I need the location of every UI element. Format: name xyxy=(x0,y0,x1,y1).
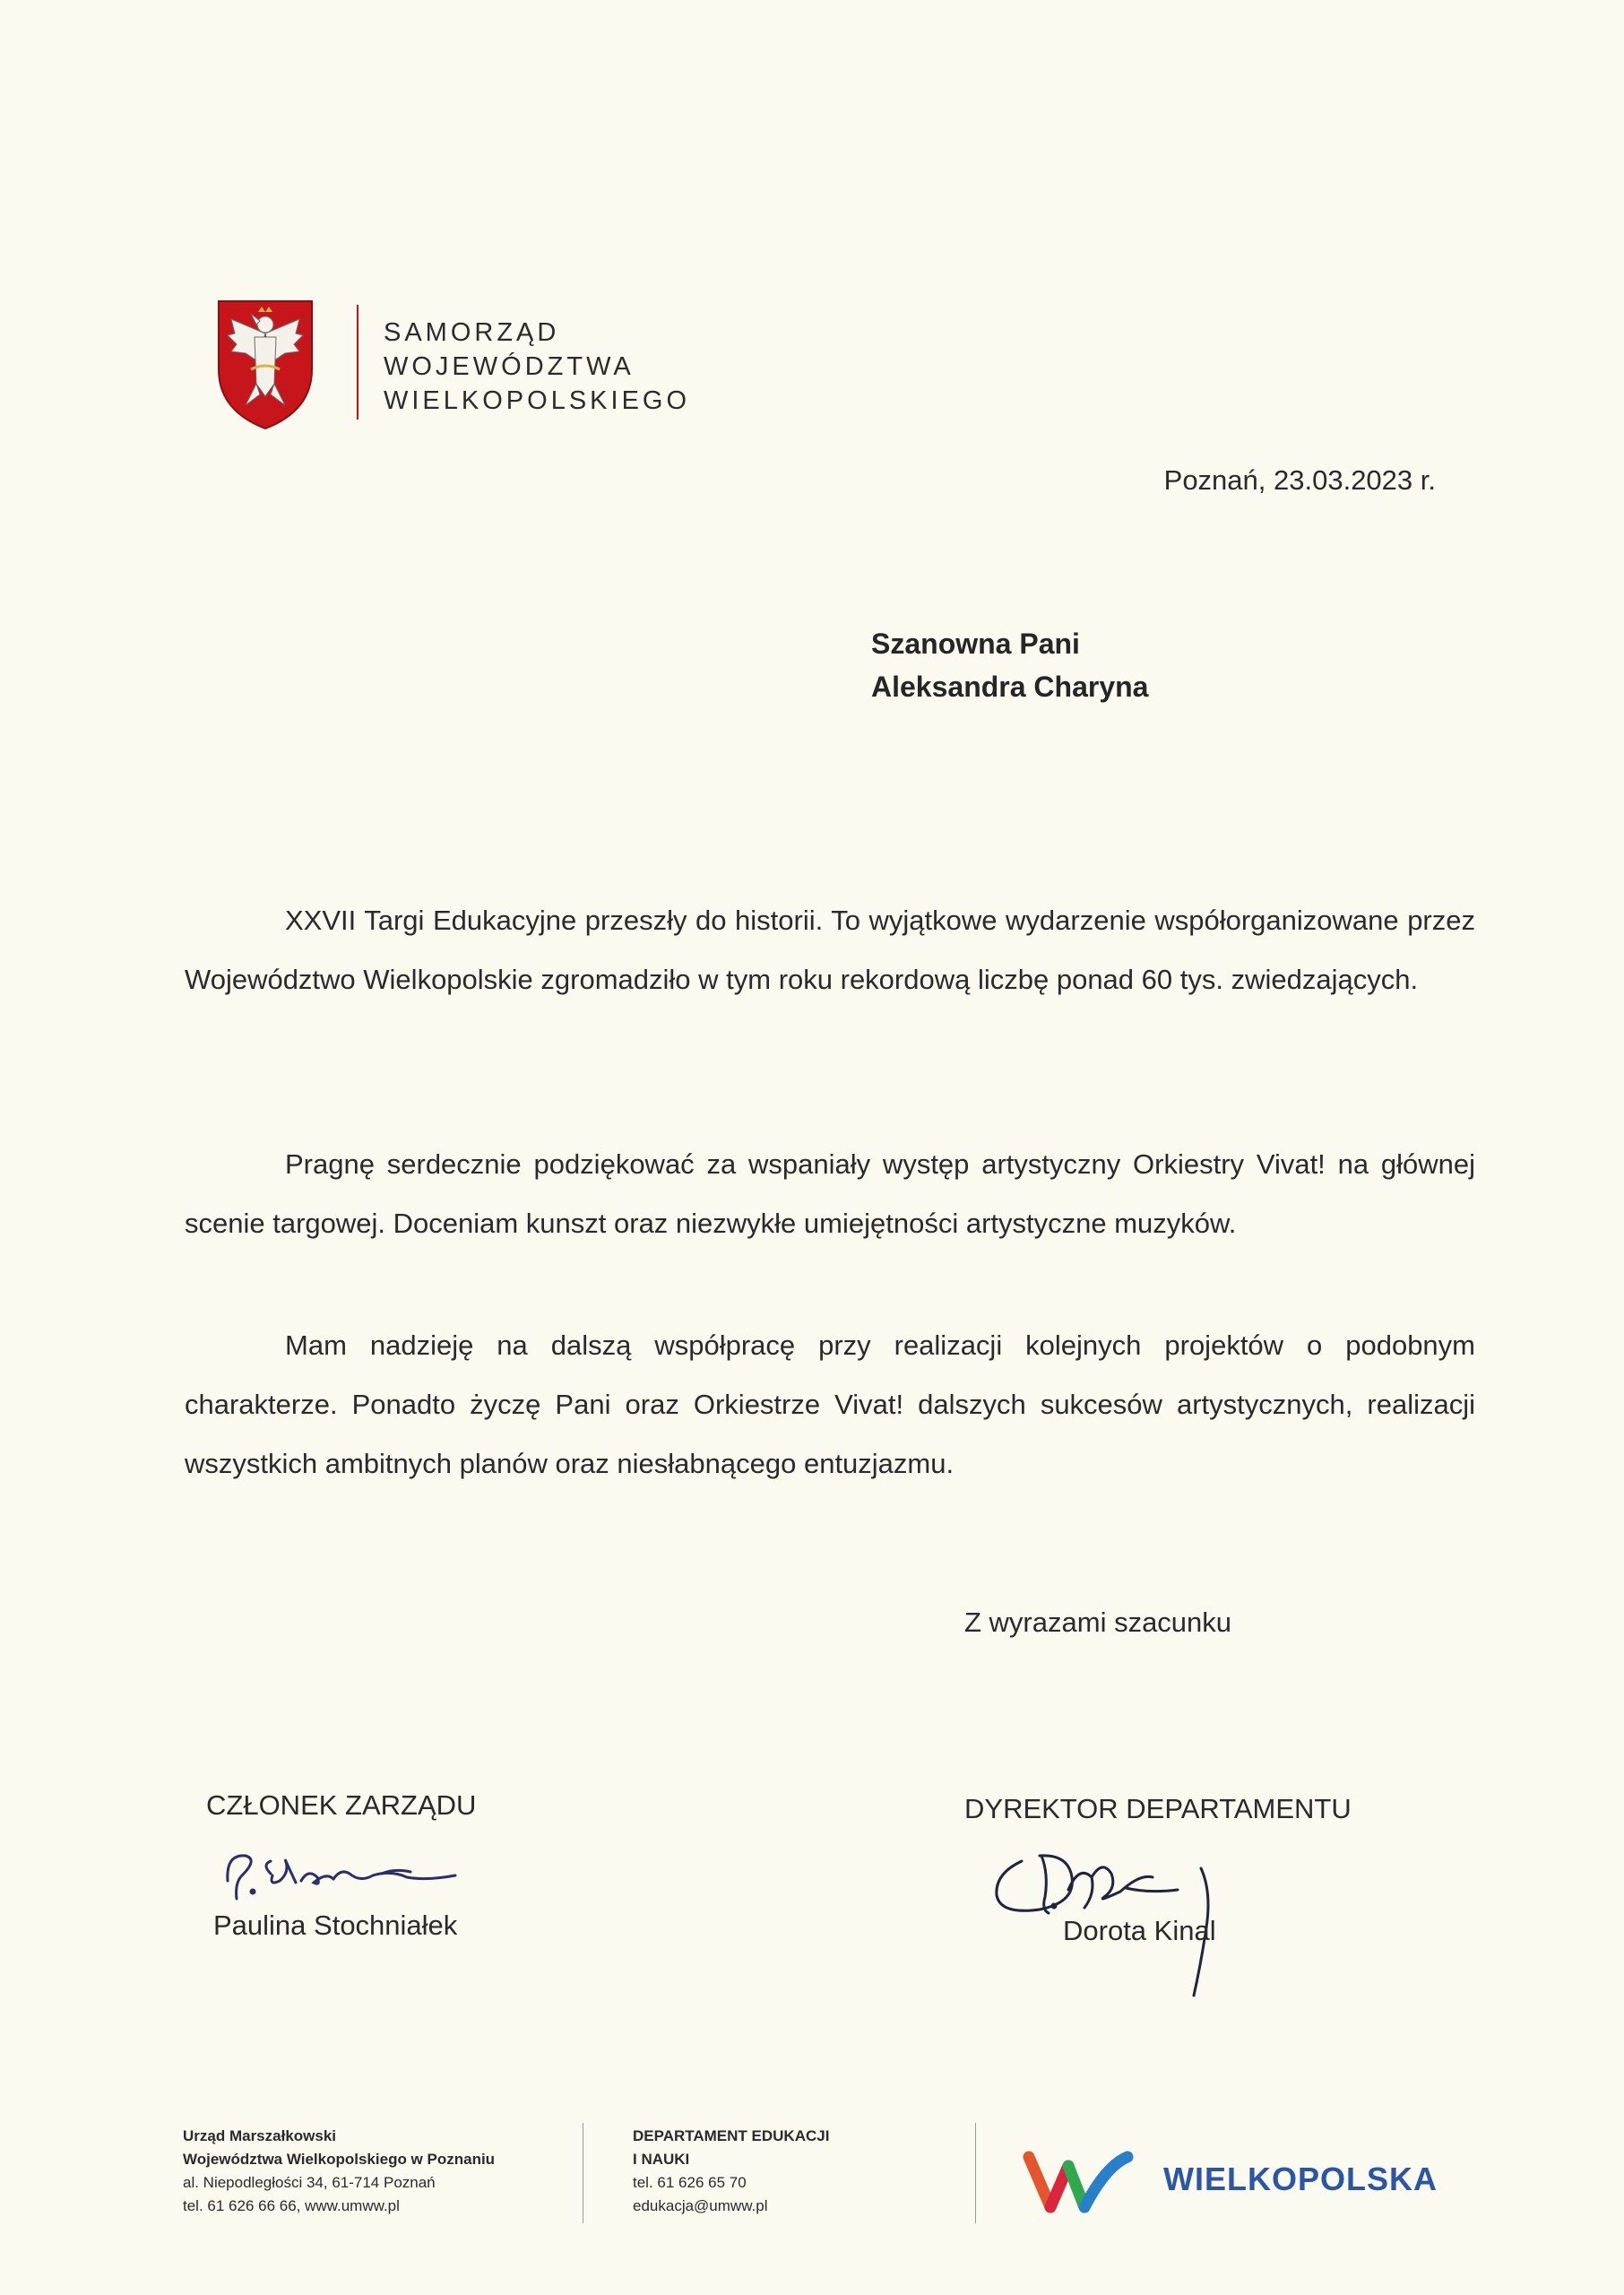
body-paragraph-3: Mam nadzieję na dalszą współpracę przy realizacji kolejnych projektów o podobnym charakterze. Ponadto życzę Pani oraz Orkiestrze Vivat! dalszych sukcesów artystycznych, realizacji wszystkich ambitnych planów oraz niesłabnącego entuzjazmu. xyxy=(185,1329,1475,1479)
wielkopolska-logo-icon xyxy=(1020,2130,1136,2220)
footer-dept-line-3: tel. 61 626 65 70 xyxy=(633,2174,747,2191)
footer-dept-line-1: DEPARTAMENT EDUKACJI xyxy=(633,2127,830,2144)
org-name-line-3: WIELKOPOLSKIEGO xyxy=(384,386,691,415)
organization-name xyxy=(384,316,690,418)
letter-date: Poznań, 23.03.2023 r. xyxy=(1163,464,1436,496)
org-name-line-1: SAMORZĄD xyxy=(384,318,560,347)
footer-office-address xyxy=(183,2125,495,2218)
footer-divider xyxy=(975,2123,976,2223)
addressee xyxy=(871,622,1148,708)
closing-phrase: Z wyrazami szacunku xyxy=(964,1606,1232,1638)
addressee-name: Aleksandra Charyna xyxy=(871,671,1149,703)
left-signatory-name: Paulina Stochniałek xyxy=(213,1910,458,1941)
left-signature xyxy=(215,1829,475,1910)
header-divider xyxy=(357,305,358,420)
right-signatory-role: DYREKTOR DEPARTAMENTU xyxy=(964,1793,1352,1824)
footer-office-line-2: Województwa Wielkopolskiego w Poznaniu xyxy=(183,2151,496,2168)
right-signatory-name: Dorota Kinal xyxy=(1063,1915,1216,1946)
footer-office-line-4: tel. 61 626 66 66, www.umww.pl xyxy=(183,2197,400,2214)
addressee-salutation: Szanowna Pani xyxy=(871,628,1080,660)
footer-office-line-3: al. Niepodległości 34, 61-714 Poznań xyxy=(183,2174,436,2191)
left-signatory-role: CZŁONEK ZARZĄDU xyxy=(206,1789,477,1821)
footer-dept-line-2: I NAUKI xyxy=(633,2151,690,2168)
eagle-crest-icon xyxy=(215,298,315,432)
body-paragraph-2: Pragnę serdecznie podziękować za wspaniały występ artystyczny Orkiestry Vivat! na głównej scenie targowej. Doceniam kunszt oraz niezwykłe umiejętności artystyczne muzyków. xyxy=(185,1148,1475,1239)
footer-office-line-1: Urząd Marszałkowski xyxy=(183,2127,337,2144)
footer-department-contact xyxy=(633,2125,829,2218)
footer-dept-line-4: edukacja@umww.pl xyxy=(633,2197,768,2214)
body-paragraph-1: XXVII Targi Edukacyjne przeszły do historii. To wyjątkowe wydarzenie współorganizowane przez Województwo Wielkopolskie zgromadziło w tym roku rekordową liczbę ponad 60 tys. zwiedzających. xyxy=(185,905,1475,995)
org-name-line-2: WOJEWÓDZTWA xyxy=(384,352,635,381)
region-brand-name: WIELKOPOLSKA xyxy=(1163,2161,1438,2197)
